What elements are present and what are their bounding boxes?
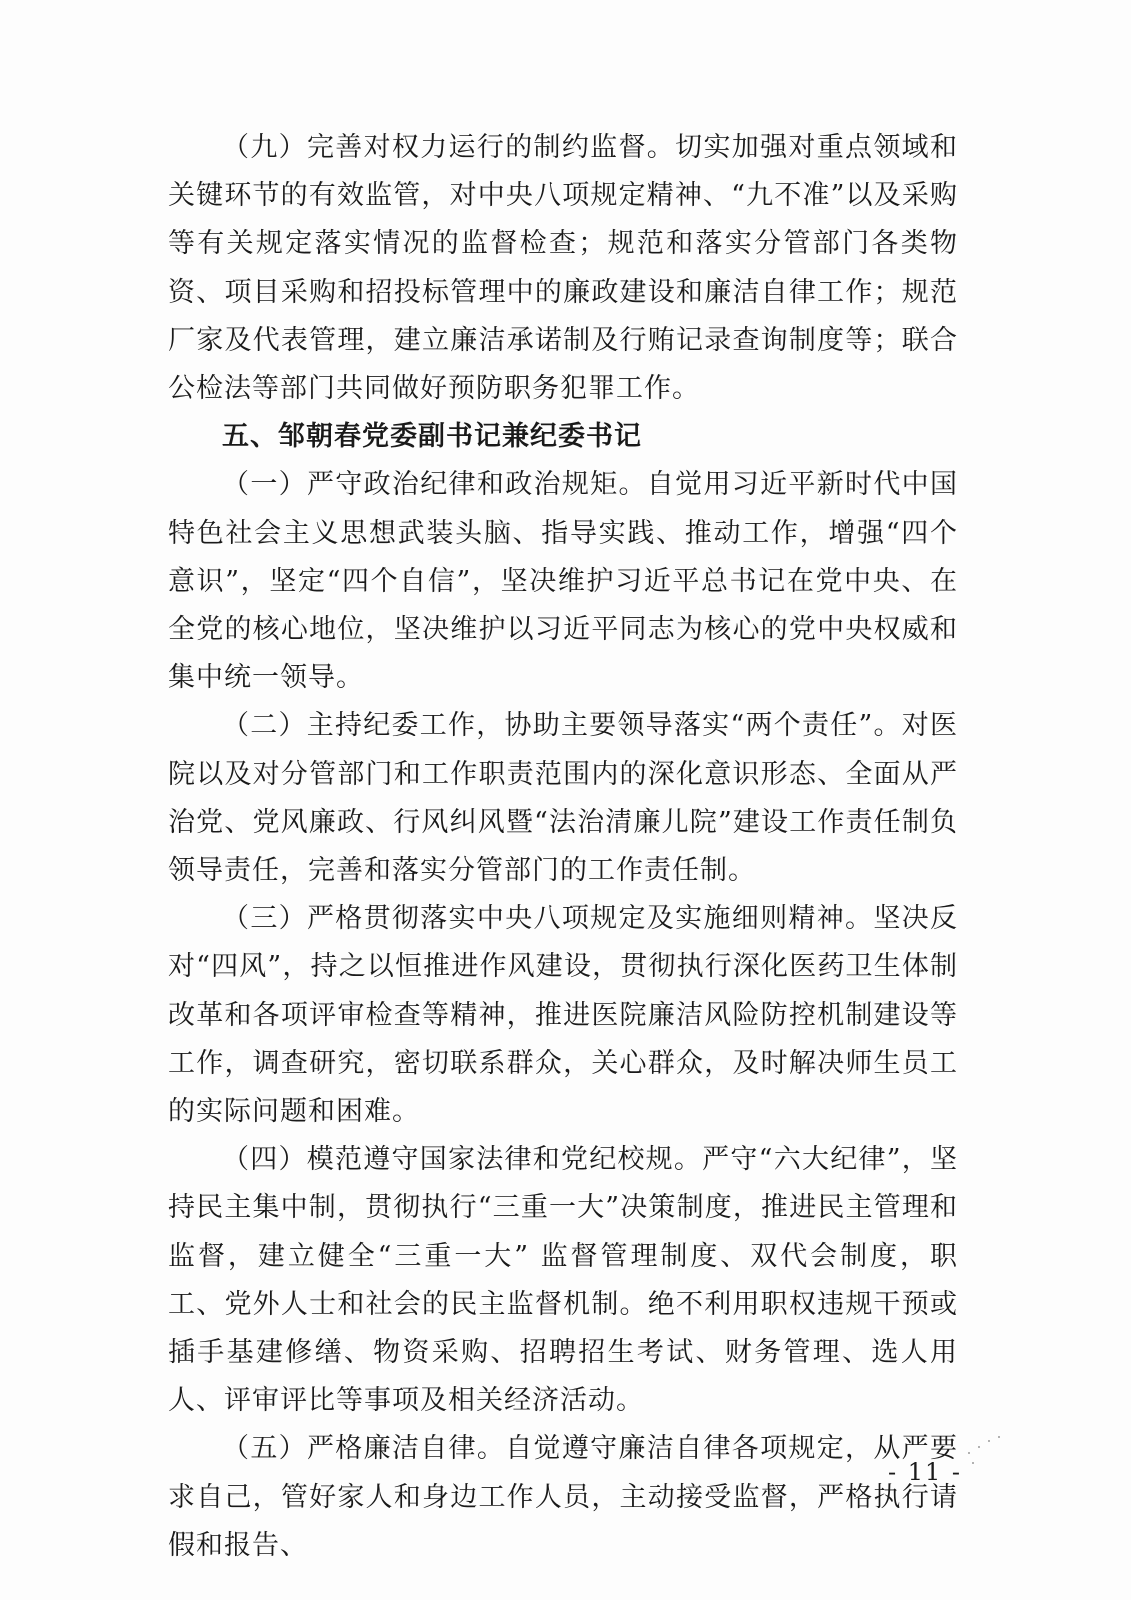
scan-speck: [998, 1436, 1000, 1438]
paragraph-two: （二）主持纪委工作，协助主要领导落实“两个责任”。对医院以及对分管部门和工作职责范围内的深化意识形态、全面从严治党、党风廉政、行风纠风暨“法治清廉儿院”建设工作责任制负领导责任，完善和落实分管部门的工作责任制。: [168, 710, 958, 887]
scan-speck: [988, 1440, 990, 1442]
paragraph-three: （三）严格贯彻落实中央八项规定及实施细则精神。坚决反对“四风”，持之以恒推进作风建设，贯彻执行深化医药卫生体制改革和各项评审检查等精神，推进医院廉洁风险防控机制建设等工作，调查研究，密切联系群众，关心群众，及时解决师生员工的实际问题和困难。: [168, 903, 958, 1128]
paragraph-five: （五）严格廉洁自律。自觉遵守廉洁自律各项规定，从严要求自己，管好家人和身边工作人员，主动接受监督，严格执行请假和报告、: [168, 1433, 958, 1561]
scan-speck: [978, 1446, 980, 1448]
scan-speck: [968, 1452, 970, 1454]
paragraph-one: （一）严守政治纪律和政治规矩。自觉用习近平新时代中国特色社会主义思想武装头脑、指导实践、推动工作，增强“四个意识”，坚定“四个自信”，坚决维护习近平总书记在党中央、在全党的核心地位，坚决维护以习近平同志为核心的党中央权威和集中统一领导。: [168, 469, 958, 694]
paragraph-four: （四）模范遵守国家法律和党纪校规。严守“六大纪律”，坚持民主集中制，贯彻执行“三重一大”决策制度，推进民主管理和监督，建立健全“三重一大” 监督管理制度、双代会制度，职工、党外人士和社会的民主监督机制。绝不利用职权违规干预或插手基建修缮、物资采购、招聘招生考试、财务管理、选人用人、评审评比等事项及相关经济活动。: [168, 1144, 958, 1417]
scan-speck: [972, 1462, 974, 1464]
page-number: - 11 -: [888, 1458, 963, 1486]
document-body: [168, 124, 958, 1570]
section-heading: 五、邹朝春党委副书记兼纪委书记: [222, 421, 642, 453]
paragraph-nine: （九）完善对权力运行的制约监督。切实加强对重点领域和关键环节的有效监管，对中央八项规定精神、“九不准”以及采购等有关规定落实情况的监督检查；规范和落实分管部门各类物资、项目采购和招投标管理中的廉政建设和廉洁自律工作；规范厂家及代表管理，建立廉洁承诺制及行贿记录查询制度等；联合公检法等部门共同做好预防职务犯罪工作。: [168, 132, 958, 405]
